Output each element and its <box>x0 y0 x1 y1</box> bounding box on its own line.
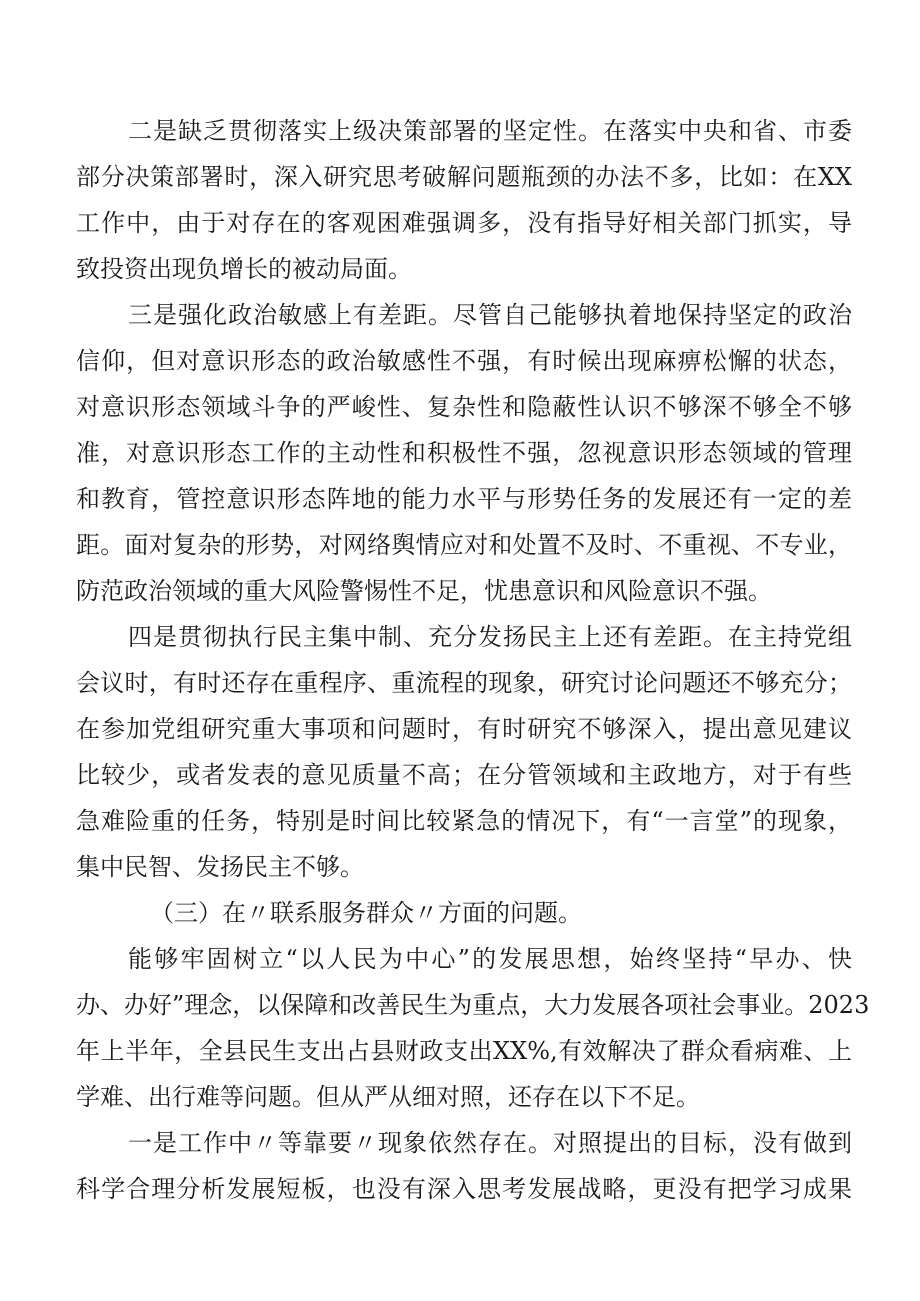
paragraph-line: 部分决策部署时，深入研究思考破解问题瓶颈的办法不多，比如：在XX <box>76 163 852 191</box>
paragraph-line: 年上半年，全县民生支出占县财政支出XX%,有效解决了群众看病难、上 <box>76 1037 852 1065</box>
paragraph-line: 准，对意识形态工作的主动性和积极性不强，忽视意识形态领域的管理 <box>76 439 852 467</box>
section-heading: （三）在〃联系服务群众〃方面的问题。 <box>150 899 582 927</box>
paragraph-line: 学难、出行难等问题。但从严从细对照，还存在以下不足。 <box>76 1083 700 1111</box>
paragraph-line: 二是缺乏贯彻落实上级决策部署的坚定性。在落实中央和省、市委 <box>128 117 852 145</box>
paragraph-line: 致投资出现负增长的被动局面。 <box>76 255 412 283</box>
paragraph-line: 会议时，有时还存在重程序、重流程的现象，研究讨论问题还不够充分； <box>76 669 852 697</box>
paragraph-line: 能够牢固树立“以人民为中心”的发展思想，始终坚持“早办、快 <box>128 945 852 973</box>
paragraph-line: 工作中，由于对存在的客观困难强调多，没有指导好相关部门抓实，导 <box>76 209 852 237</box>
paragraph-line: 一是工作中〃等靠要〃现象依然存在。对照提出的目标，没有做到 <box>128 1129 852 1157</box>
paragraph-line: 办、办好”理念，以保障和改善民生为重点，大力发展各项社会事业。2023 <box>76 991 870 1019</box>
paragraph-line: 和教育，管控意识形态阵地的能力水平与形势任务的发展还有一定的差 <box>76 485 852 513</box>
paragraph-line: 对意识形态领域斗争的严峻性、复杂性和隐蔽性认识不够深不够全不够 <box>76 393 852 421</box>
paragraph-line: 防范政治领域的重大风险警惕性不足，忧患意识和风险意识不强。 <box>76 577 772 605</box>
paragraph-line: 信仰，但对意识形态的政治敏感性不强，有时候出现麻痹松懈的状态， <box>76 347 852 375</box>
paragraph-line: 四是贯彻执行民主集中制、充分发扬民主上还有差距。在主持党组 <box>128 623 852 651</box>
paragraph-line: 三是强化政治敏感上有差距。尽管自己能够执着地保持坚定的政治 <box>128 301 852 329</box>
paragraph-line: 比较少，或者发表的意见质量不高；在分管领域和主政地方，对于有些 <box>76 761 852 789</box>
paragraph-line: 集中民智、发扬民主不够。 <box>76 853 364 881</box>
paragraph-line: 距。面对复杂的形势，对网络舆情应对和处置不及时、不重视、不专业， <box>76 531 852 559</box>
paragraph-line: 急难险重的任务，特别是时间比较紧急的情况下，有“一言堂”的现象， <box>76 807 852 835</box>
paragraph-line: 科学合理分析发展短板，也没有深入思考发展战略，更没有把学习成果 <box>76 1175 852 1203</box>
paragraph-line: 在参加党组研究重大事项和问题时，有时研究不够深入，提出意见建议 <box>76 715 852 743</box>
